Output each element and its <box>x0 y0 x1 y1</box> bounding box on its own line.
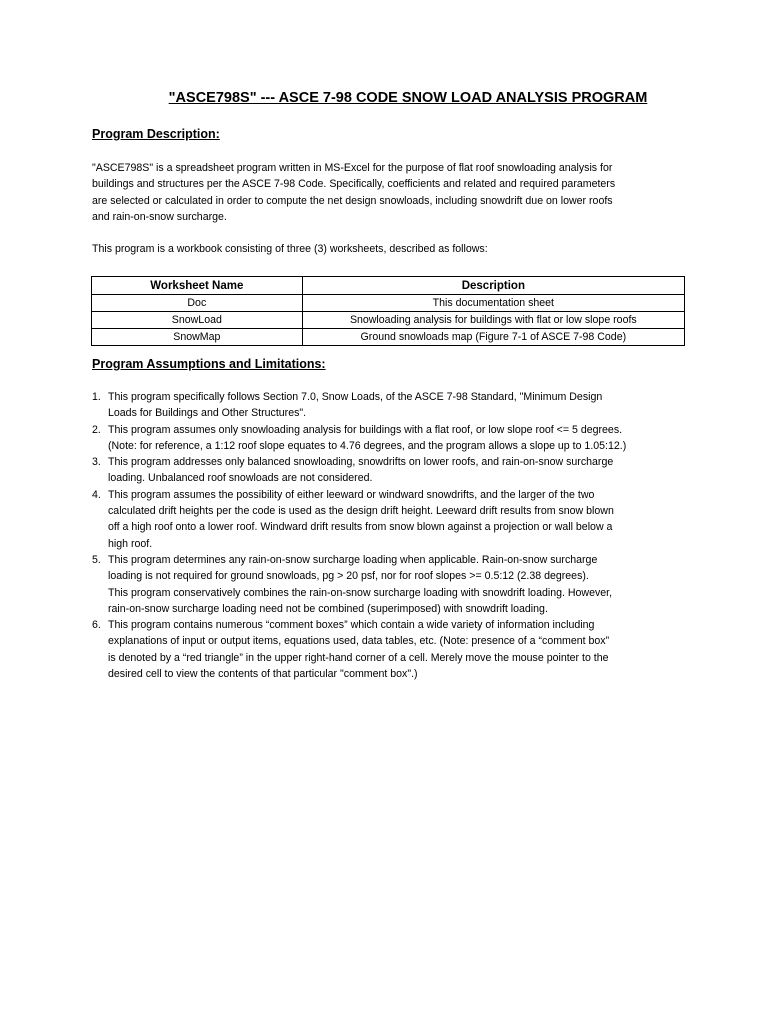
list-item-line: high roof. <box>108 537 153 550</box>
column-header-description: Description <box>302 277 684 295</box>
list-item-line: This program contains numerous “comment boxes” which contain a wide variety of information including <box>108 619 595 632</box>
list-item-line: This program assumes only snowloading analysis for buildings with a flat roof, or low slope roof <= 5 degrees. <box>108 423 623 436</box>
list-item-number: 6. <box>92 619 101 632</box>
list-item-line: This program addresses only balanced snowloading, snowdrifts on lower roofs, and rain-on-snow surcharge <box>108 456 614 469</box>
worksheet-description-cell: Ground snowloads map (Figure 7-1 of ASCE 7-98 Code) <box>302 329 684 346</box>
worksheet-name-cell: SnowMap <box>92 329 303 346</box>
list-item-line: (Note: for reference, a 1:12 roof slope equates to 4.76 degrees, and the program allows a slope up to 1.05:12.) <box>108 439 627 452</box>
list-item-line: rain-on-snow surcharge loading need not be combined (superimposed) with snowdrift loading. <box>108 602 548 615</box>
workbook-intro: This program is a workbook consisting of three (3) worksheets, described as follows: <box>92 243 488 255</box>
table-row <box>92 329 685 346</box>
table-row <box>92 295 685 312</box>
list-item-line: This program conservatively combines the rain-on-snow surcharge loading with snowdrift loading. However, <box>108 586 613 599</box>
list-item-line: This program determines any rain-on-snow surcharge loading when applicable. Rain-on-snow surcharge <box>108 553 598 566</box>
list-item-line: This program specifically follows Section 7.0, Snow Loads, of the ASCE 7-98 Standard, "Minimum Design <box>108 391 603 403</box>
worksheet-name-cell: Doc <box>92 295 303 312</box>
table-header-row <box>92 277 685 295</box>
list-item-line: This program assumes the possibility of either leeward or windward snowdrifts, and the larger of the two <box>108 488 595 501</box>
description-line: and rain-on-snow surcharge. <box>92 210 227 223</box>
list-item <box>92 617 662 682</box>
assumptions-heading: Program Assumptions and Limitations: <box>92 357 326 371</box>
list-item <box>92 552 662 617</box>
list-item-line: desired cell to view the contents of that particular "comment box".) <box>108 668 418 681</box>
description-paragraph <box>92 160 692 225</box>
list-item-number: 3. <box>92 456 101 469</box>
worksheet-description-cell: This documentation sheet <box>302 295 684 312</box>
description-line: are selected or calculated in order to compute the net design snowloads, including snowdrift due on lower roofs <box>92 194 613 207</box>
page-title: "ASCE798S" --- ASCE 7-98 CODE SNOW LOAD ANALYSIS PROGRAM <box>168 90 648 106</box>
list-item <box>92 389 662 422</box>
table-row <box>92 312 685 329</box>
list-item-number: 1. <box>92 391 101 403</box>
worksheet-table <box>91 276 685 346</box>
list-item <box>92 487 662 552</box>
list-item-line: is denoted by a “red triangle” in the upper right-hand corner of a cell. Merely move the mouse pointer to the <box>108 651 609 664</box>
list-item-number: 5. <box>92 553 101 566</box>
list-item <box>92 454 662 487</box>
list-item-number: 2. <box>92 423 101 436</box>
list-item-line: explanations of input or output items, equations used, data tables, etc. (Note: presence of a “comment box” <box>108 635 610 648</box>
description-line: buildings and structures per the ASCE 7-98 Code. Specifically, coefficients and related and required parameters <box>92 178 616 191</box>
description-heading: Program Description: <box>92 127 220 141</box>
list-item-line: off a high roof onto a lower roof. Windward drift results from snow blown against a projection or wall below a <box>108 521 613 534</box>
assumptions-list <box>92 389 662 682</box>
worksheet-description-cell: Snowloading analysis for buildings with flat or low slope roofs <box>302 312 684 329</box>
list-item <box>92 422 662 455</box>
list-item-line: loading. Unbalanced roof snowloads are not considered. <box>108 472 373 485</box>
list-item-line: loading is not required for ground snowloads, pg > 20 psf, nor for roof slopes >= 0.5:12 (2.38 degrees). <box>108 570 589 583</box>
list-item-number: 4. <box>92 488 101 501</box>
list-item-line: Loads for Buildings and Other Structures". <box>108 407 307 420</box>
column-header-worksheet-name: Worksheet Name <box>92 277 303 295</box>
worksheet-name-cell: SnowLoad <box>92 312 303 329</box>
description-line: "ASCE798S" is a spreadsheet program written in MS-Excel for the purpose of flat roof snowloading analysis for <box>92 162 613 174</box>
list-item-line: calculated drift heights per the code is used as the design drift height. Leeward drift results from snow blown <box>108 505 614 518</box>
